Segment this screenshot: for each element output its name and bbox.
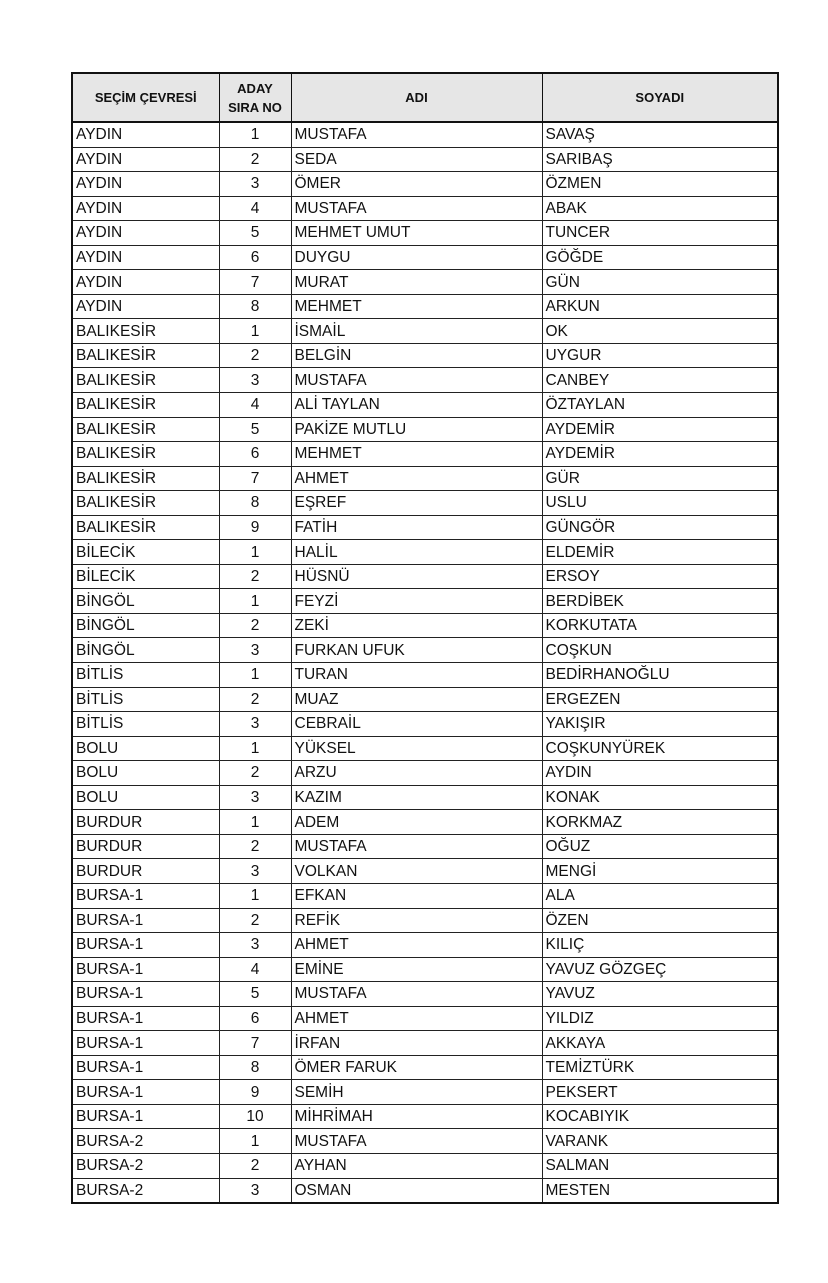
cell-last-name: YAKIŞIR [542, 712, 778, 737]
cell-district: AYDIN [72, 270, 219, 295]
table-row [72, 442, 778, 467]
cell-order: 1 [219, 1129, 291, 1154]
cell-first-name: ARZU [291, 761, 542, 786]
cell-order: 1 [219, 883, 291, 908]
cell-first-name: MUSTAFA [291, 196, 542, 221]
cell-first-name: MURAT [291, 270, 542, 295]
cell-order: 2 [219, 613, 291, 638]
cell-district: AYDIN [72, 172, 219, 197]
cell-order: 1 [219, 122, 291, 147]
cell-order: 10 [219, 1104, 291, 1129]
cell-last-name: AKKAYA [542, 1031, 778, 1056]
table-row [72, 957, 778, 982]
cell-district: BOLU [72, 785, 219, 810]
cell-order: 1 [219, 589, 291, 614]
cell-first-name: MUSTAFA [291, 834, 542, 859]
table-row [72, 196, 778, 221]
cell-last-name: TUNCER [542, 221, 778, 246]
cell-order: 2 [219, 147, 291, 172]
cell-last-name: YAVUZ [542, 982, 778, 1007]
cell-order: 6 [219, 1006, 291, 1031]
cell-last-name: SALMAN [542, 1153, 778, 1178]
cell-district: BURSA-1 [72, 1006, 219, 1031]
cell-district: BURSA-1 [72, 957, 219, 982]
cell-first-name: BELGİN [291, 343, 542, 368]
cell-first-name: MEHMET [291, 294, 542, 319]
cell-first-name: ALİ TAYLAN [291, 393, 542, 418]
cell-first-name: MUSTAFA [291, 982, 542, 1007]
table-row [72, 736, 778, 761]
table-row [72, 1031, 778, 1056]
cell-last-name: ALA [542, 883, 778, 908]
cell-order: 2 [219, 564, 291, 589]
cell-last-name: ELDEMİR [542, 540, 778, 565]
cell-first-name: ÖMER FARUK [291, 1055, 542, 1080]
cell-order: 9 [219, 515, 291, 540]
table-row [72, 368, 778, 393]
cell-first-name: AYHAN [291, 1153, 542, 1178]
cell-last-name: VARANK [542, 1129, 778, 1154]
cell-first-name: HÜSNÜ [291, 564, 542, 589]
cell-district: BALIKESİR [72, 417, 219, 442]
cell-order: 3 [219, 933, 291, 958]
cell-district: BURSA-1 [72, 908, 219, 933]
cell-order: 3 [219, 859, 291, 884]
cell-last-name: COŞKUNYÜREK [542, 736, 778, 761]
cell-district: BİTLİS [72, 712, 219, 737]
cell-district: BALIKESİR [72, 442, 219, 467]
header-district: SEÇİM ÇEVRESİ [72, 73, 219, 122]
table-row [72, 319, 778, 344]
table-row [72, 172, 778, 197]
cell-first-name: AHMET [291, 1006, 542, 1031]
cell-order: 6 [219, 442, 291, 467]
cell-last-name: GÜNGÖR [542, 515, 778, 540]
cell-last-name: PEKSERT [542, 1080, 778, 1105]
cell-district: BALIKESİR [72, 368, 219, 393]
table-body [72, 122, 778, 1203]
table-row [72, 638, 778, 663]
cell-last-name: KORKMAZ [542, 810, 778, 835]
cell-last-name: ÖZMEN [542, 172, 778, 197]
cell-district: BURSA-1 [72, 982, 219, 1007]
cell-district: AYDIN [72, 294, 219, 319]
table-row [72, 1055, 778, 1080]
cell-last-name: ÖZTAYLAN [542, 393, 778, 418]
cell-first-name: SEDA [291, 147, 542, 172]
cell-district: BOLU [72, 761, 219, 786]
cell-district: BALIKESİR [72, 466, 219, 491]
cell-order: 7 [219, 466, 291, 491]
cell-first-name: VOLKAN [291, 859, 542, 884]
cell-first-name: FATİH [291, 515, 542, 540]
table-row [72, 761, 778, 786]
cell-last-name: COŞKUN [542, 638, 778, 663]
cell-first-name: EMİNE [291, 957, 542, 982]
cell-district: BİNGÖL [72, 589, 219, 614]
cell-first-name: YÜKSEL [291, 736, 542, 761]
table-row [72, 417, 778, 442]
cell-district: BURDUR [72, 810, 219, 835]
cell-first-name: MUSTAFA [291, 1129, 542, 1154]
table-row [72, 343, 778, 368]
cell-last-name: MENGİ [542, 859, 778, 884]
cell-order: 8 [219, 294, 291, 319]
cell-order: 2 [219, 1153, 291, 1178]
cell-district: AYDIN [72, 245, 219, 270]
cell-first-name: MEHMET UMUT [291, 221, 542, 246]
table-row [72, 147, 778, 172]
table-row [72, 515, 778, 540]
table-header [72, 73, 778, 122]
cell-district: AYDIN [72, 221, 219, 246]
table-row [72, 1129, 778, 1154]
cell-order: 4 [219, 393, 291, 418]
cell-first-name: MİHRİMAH [291, 1104, 542, 1129]
table-row [72, 540, 778, 565]
cell-last-name: GÜR [542, 466, 778, 491]
cell-last-name: ERSOY [542, 564, 778, 589]
cell-district: BALIKESİR [72, 319, 219, 344]
table-row [72, 663, 778, 688]
table-row [72, 712, 778, 737]
cell-order: 7 [219, 1031, 291, 1056]
table-row [72, 1080, 778, 1105]
cell-first-name: PAKİZE MUTLU [291, 417, 542, 442]
cell-first-name: MUAZ [291, 687, 542, 712]
cell-district: BURSA-1 [72, 1080, 219, 1105]
cell-last-name: TEMİZTÜRK [542, 1055, 778, 1080]
header-first-name: ADI [291, 73, 542, 122]
cell-first-name: EŞREF [291, 491, 542, 516]
cell-first-name: MUSTAFA [291, 368, 542, 393]
cell-last-name: AYDIN [542, 761, 778, 786]
cell-first-name: AHMET [291, 933, 542, 958]
table-row [72, 834, 778, 859]
cell-last-name: BERDİBEK [542, 589, 778, 614]
cell-order: 1 [219, 540, 291, 565]
cell-last-name: YILDIZ [542, 1006, 778, 1031]
table-row [72, 687, 778, 712]
cell-last-name: GÜN [542, 270, 778, 295]
cell-last-name: SARIBAŞ [542, 147, 778, 172]
cell-first-name: ÖMER [291, 172, 542, 197]
cell-district: BİLECİK [72, 540, 219, 565]
cell-district: BİTLİS [72, 687, 219, 712]
cell-district: BURSA-2 [72, 1153, 219, 1178]
cell-order: 1 [219, 663, 291, 688]
cell-last-name: KILIÇ [542, 933, 778, 958]
table-row [72, 245, 778, 270]
cell-last-name: KOCABIYIK [542, 1104, 778, 1129]
cell-order: 3 [219, 368, 291, 393]
cell-last-name: MESTEN [542, 1178, 778, 1203]
cell-order: 9 [219, 1080, 291, 1105]
cell-last-name: AYDEMİR [542, 417, 778, 442]
cell-first-name: İRFAN [291, 1031, 542, 1056]
table-row [72, 859, 778, 884]
table-row [72, 393, 778, 418]
table-row [72, 933, 778, 958]
header-last-name: SOYADI [542, 73, 778, 122]
cell-last-name: KORKUTATA [542, 613, 778, 638]
cell-district: BURDUR [72, 834, 219, 859]
cell-last-name: USLU [542, 491, 778, 516]
table-row [72, 221, 778, 246]
table-row [72, 1006, 778, 1031]
cell-last-name: ERGEZEN [542, 687, 778, 712]
cell-first-name: SEMİH [291, 1080, 542, 1105]
cell-district: BURSA-2 [72, 1129, 219, 1154]
cell-first-name: DUYGU [291, 245, 542, 270]
cell-district: BALIKESİR [72, 491, 219, 516]
table-row [72, 491, 778, 516]
table-row [72, 466, 778, 491]
table-row [72, 810, 778, 835]
cell-district: AYDIN [72, 147, 219, 172]
cell-first-name: İSMAİL [291, 319, 542, 344]
table-row [72, 1178, 778, 1203]
table-row [72, 613, 778, 638]
cell-last-name: OĞUZ [542, 834, 778, 859]
cell-order: 5 [219, 417, 291, 442]
table-row [72, 1104, 778, 1129]
cell-first-name: KAZIM [291, 785, 542, 810]
cell-last-name: UYGUR [542, 343, 778, 368]
cell-district: BURSA-1 [72, 883, 219, 908]
table-row [72, 270, 778, 295]
cell-last-name: BEDİRHANOĞLU [542, 663, 778, 688]
table-row [72, 982, 778, 1007]
cell-last-name: CANBEY [542, 368, 778, 393]
header-row [72, 73, 778, 122]
cell-first-name: MEHMET [291, 442, 542, 467]
cell-first-name: ZEKİ [291, 613, 542, 638]
cell-first-name: EFKAN [291, 883, 542, 908]
cell-order: 8 [219, 491, 291, 516]
cell-district: BİNGÖL [72, 638, 219, 663]
cell-order: 3 [219, 1178, 291, 1203]
cell-district: AYDIN [72, 122, 219, 147]
cell-district: BURSA-1 [72, 1031, 219, 1056]
table-row [72, 122, 778, 147]
table-row [72, 883, 778, 908]
cell-order: 2 [219, 908, 291, 933]
cell-order: 5 [219, 982, 291, 1007]
cell-order: 1 [219, 319, 291, 344]
cell-first-name: MUSTAFA [291, 122, 542, 147]
cell-order: 2 [219, 687, 291, 712]
table-row [72, 1153, 778, 1178]
cell-district: BURSA-1 [72, 1055, 219, 1080]
cell-order: 6 [219, 245, 291, 270]
cell-district: BURSA-1 [72, 1104, 219, 1129]
cell-last-name: OK [542, 319, 778, 344]
cell-first-name: OSMAN [291, 1178, 542, 1203]
table-row [72, 908, 778, 933]
cell-district: BURDUR [72, 859, 219, 884]
cell-order: 3 [219, 172, 291, 197]
table-row [72, 785, 778, 810]
cell-district: BALIKESİR [72, 343, 219, 368]
cell-first-name: FURKAN UFUK [291, 638, 542, 663]
cell-order: 4 [219, 196, 291, 221]
cell-last-name: YAVUZ GÖZGEÇ [542, 957, 778, 982]
cell-order: 2 [219, 761, 291, 786]
cell-first-name: ADEM [291, 810, 542, 835]
cell-first-name: AHMET [291, 466, 542, 491]
header-candidate-order: ADAY SIRA NO [219, 73, 291, 122]
cell-order: 2 [219, 834, 291, 859]
cell-last-name: KONAK [542, 785, 778, 810]
cell-district: AYDIN [72, 196, 219, 221]
cell-first-name: TURAN [291, 663, 542, 688]
cell-first-name: CEBRAİL [291, 712, 542, 737]
table-row [72, 589, 778, 614]
cell-order: 3 [219, 785, 291, 810]
candidate-list-sheet [71, 72, 777, 1204]
cell-last-name: ABAK [542, 196, 778, 221]
cell-district: BURSA-1 [72, 933, 219, 958]
cell-district: BİNGÖL [72, 613, 219, 638]
cell-last-name: AYDEMİR [542, 442, 778, 467]
cell-district: BİTLİS [72, 663, 219, 688]
cell-last-name: GÖĞDE [542, 245, 778, 270]
candidate-table [71, 72, 779, 1204]
cell-last-name: ÖZEN [542, 908, 778, 933]
cell-district: BOLU [72, 736, 219, 761]
cell-order: 8 [219, 1055, 291, 1080]
cell-order: 7 [219, 270, 291, 295]
cell-order: 3 [219, 712, 291, 737]
cell-last-name: ARKUN [542, 294, 778, 319]
cell-first-name: REFİK [291, 908, 542, 933]
table-row [72, 564, 778, 589]
cell-first-name: FEYZİ [291, 589, 542, 614]
cell-last-name: SAVAŞ [542, 122, 778, 147]
cell-order: 2 [219, 343, 291, 368]
table-row [72, 294, 778, 319]
cell-district: BURSA-2 [72, 1178, 219, 1203]
cell-order: 1 [219, 736, 291, 761]
cell-order: 3 [219, 638, 291, 663]
cell-district: BALIKESİR [72, 515, 219, 540]
cell-first-name: HALİL [291, 540, 542, 565]
cell-order: 4 [219, 957, 291, 982]
cell-district: BALIKESİR [72, 393, 219, 418]
cell-district: BİLECİK [72, 564, 219, 589]
cell-order: 5 [219, 221, 291, 246]
cell-order: 1 [219, 810, 291, 835]
